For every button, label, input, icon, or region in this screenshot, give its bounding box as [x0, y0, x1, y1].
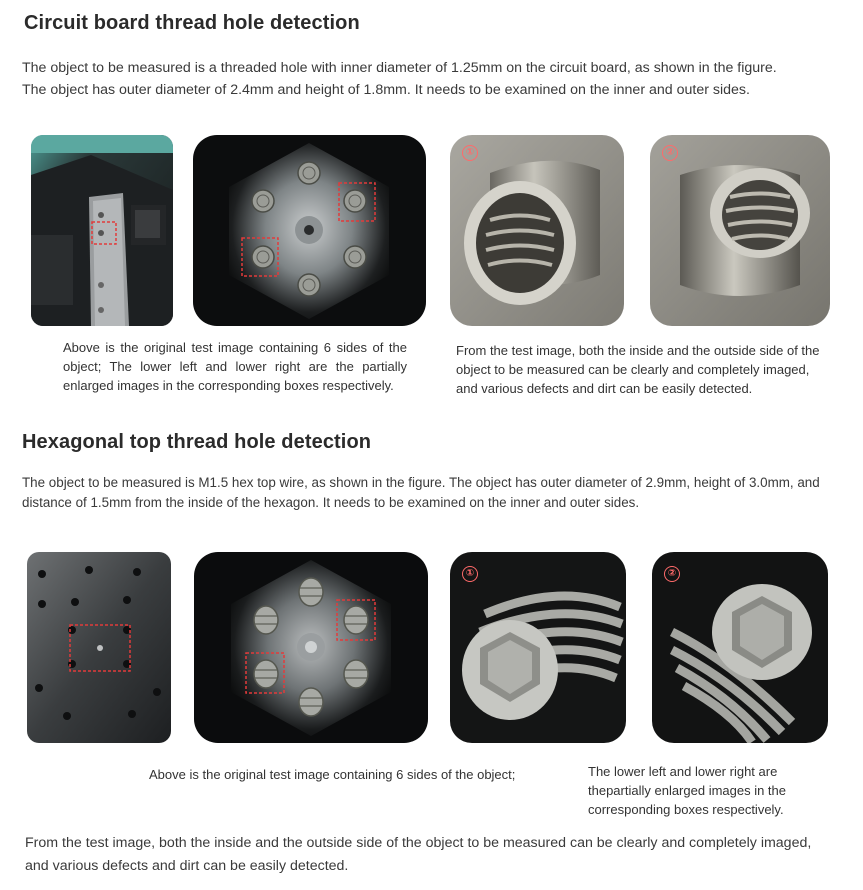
circuit-board-overview-photo	[31, 135, 173, 326]
section2-caption-right: The lower left and lower right are thepartially enlarged images in the corresponding boxes respectively.	[588, 764, 787, 817]
circuit-board-six-sides-photo	[193, 135, 426, 326]
section2-conclusion: From the test image, both the inside and the outside side of the object to be measured can be clearly and completely imaged, and various defects and dirt can be easily detected.	[25, 835, 812, 874]
badge-1-hex: ①	[462, 566, 478, 582]
hex-screw-enlarged-1-photo	[450, 552, 626, 743]
section1-title: Circuit board thread hole detection	[24, 12, 360, 34]
section1-intro-line1: The object to be measured is a threaded hole with inner diameter of 1.25mm on the circuit board, as shown in the figure.	[22, 60, 777, 76]
plate-overview-photo	[27, 552, 171, 743]
section2-title: Hexagonal top thread hole detection	[22, 431, 372, 453]
section1-caption-right: From the test image, both the inside and the outside side of the object to be measured can be clearly and completely imaged, and various defects and dirt can be easily detected.	[456, 343, 820, 396]
section1-caption-left: Above is the original test image containing 6 sides of the object; The lower left and lower right are the partially enlarged images in the corresponding boxes respectively.	[63, 340, 407, 393]
circuit-board-enlarged-2-photo	[650, 135, 830, 326]
section2-caption-left: Above is the original test image containing 6 sides of the object;	[149, 767, 516, 782]
badge-2: ②	[662, 145, 678, 161]
section1-intro-line2: The object has outer diameter of 2.4mm and height of 1.8mm. It needs to be examined on the inner and outer sides.	[22, 82, 750, 98]
section2-intro-line2: distance of 1.5mm from the inside of the hexagon. It needs to be examined on the inner and outer sides.	[22, 495, 640, 510]
section2-intro-line1: The object to be measured is M1.5 hex top wire, as shown in the figure. The object has outer diameter of 2.9mm, height of 3.0mm, and	[22, 475, 820, 490]
badge-1: ①	[462, 145, 478, 161]
hex-screw-six-sides-photo	[194, 552, 428, 743]
badge-2-hex: ②	[664, 566, 680, 582]
circuit-board-enlarged-1-photo	[450, 135, 624, 326]
hex-screw-enlarged-2-photo	[652, 552, 828, 743]
